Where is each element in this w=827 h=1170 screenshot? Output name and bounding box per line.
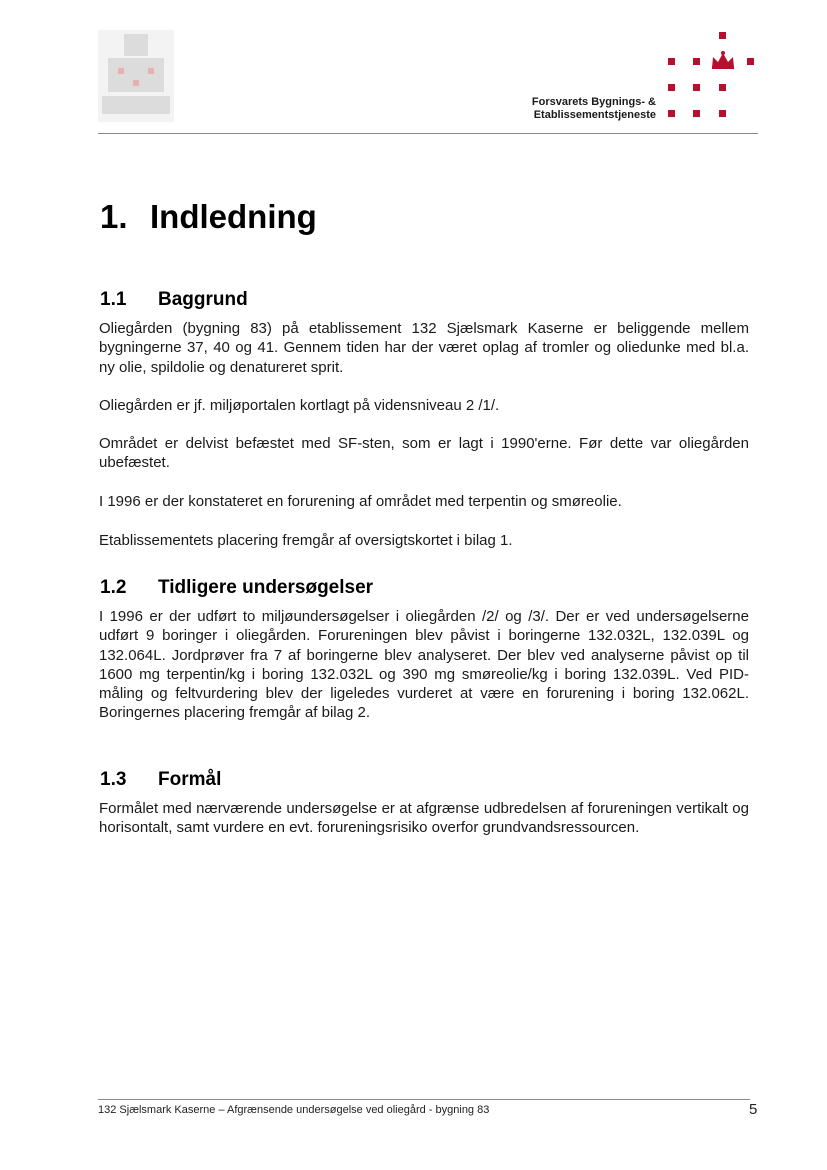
page-number: 5 [749,1101,758,1118]
section-title: Tidligere undersøgelser [158,577,374,598]
section-heading-baggrund [100,289,248,311]
section-number: 1.3 [100,769,127,790]
paragraph: Oliegården er jf. miljøportalen kortlagt på vidensniveau 2 /1/. [99,397,500,414]
section-number: 1.1 [100,289,127,310]
chapter-title: Indledning [150,198,317,235]
crown-emblem-icon [664,30,759,125]
coat-of-arms-logo [98,30,174,122]
section-title: Formål [158,769,222,790]
chapter-heading [100,198,317,236]
section-number: 1.2 [100,577,127,598]
footer-text: 132 Sjælsmark Kaserne – Afgrænsende undersøgelse ved oliegård - bygning 83 [98,1104,490,1116]
paragraph: I 1996 er der udført to miljøundersøgelser i oliegården /2/ og /3/. Der er ved undersøgelserne udført 9 boringer i oliegården. Forureningen blev påvist i boringerne 132.032L, 132.039L og 132.064L. Jordprøver fra 7 af boringerne blev analyseret. Der blev ved analyserne påvist op til 1600 mg terpentin/kg i boring 132.032L og 390 mg smøreolie/kg i boring 132.039L. Ved PID-måling og feltvurdering blev der ligeledes vurderet at være en forurening i boring 132.062L. Boringernes placering fremgår af bilag 2. [99,608,749,722]
paragraph: Formålet med nærværende undersøgelse er at afgrænse udbredelsen af forureningen vertikalt og horisontalt, samt vurdere en evt. forureningsrisiko overfor grundvandsressourcen. [99,800,749,837]
section-title: Baggrund [158,289,248,310]
organization-name-line2: Etablissementstjeneste [533,109,656,121]
paragraph: Etablissementets placering fremgår af oversigtskortet i bilag 1. [99,532,513,549]
organization-name-line1: Forsvarets Bygnings- & [531,96,656,108]
section-heading-formaal [100,769,221,791]
section-heading-tidligere-undersoegelser [100,577,373,599]
paragraph: Området er delvist befæstet med SF-sten, som er lagt i 1990'erne. Før dette var oliegården ubefæstet. [99,435,749,472]
paragraph: Oliegården (bygning 83) på etablissement 132 Sjælsmark Kaserne er beliggende mellem bygningerne 37, 40 og 41. Gennem tiden har der været oplag af tromler og oliedunke med bl.a. ny olie, spildolie og denatureret sprit. [99,320,749,376]
header-divider [98,133,758,134]
footer-divider [98,1099,750,1100]
organization-name [532,96,656,122]
chapter-number: 1. [100,198,128,235]
paragraph: I 1996 er der konstateret en forurening af området med terpentin og smøreolie. [99,493,622,510]
